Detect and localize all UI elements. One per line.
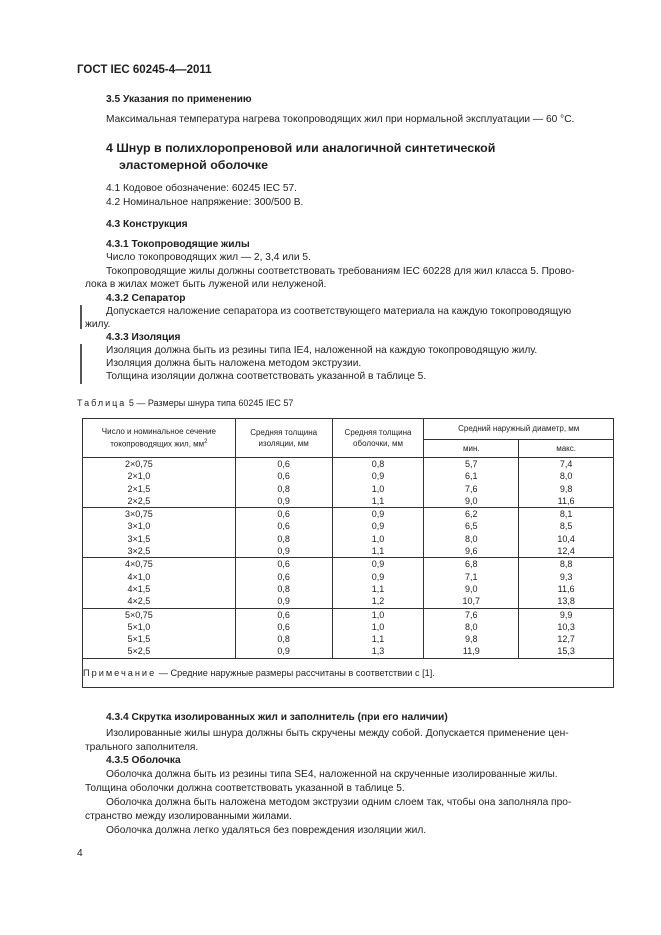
table-cell-ins — [235, 458, 332, 508]
table-value: 7,6 — [465, 483, 478, 494]
table-value: 5,7 — [465, 459, 478, 469]
table-value: 10,3 — [557, 621, 575, 632]
table-value: 1,2 — [371, 596, 385, 607]
table-value: 0,9 — [371, 509, 385, 520]
table-cell-max — [519, 608, 614, 658]
table-value: 7,4 — [559, 459, 573, 469]
table-value: 1,0 — [371, 621, 385, 632]
table-value: 0,6 — [277, 621, 290, 632]
table-row-group — [83, 508, 614, 558]
table-row-group — [83, 608, 614, 658]
table-value: 9,3 — [559, 571, 573, 582]
table-row-group — [83, 458, 614, 508]
document-header: ГОСТ IEC 60245-4—2011 — [77, 64, 212, 76]
table-value: 3×1,0 — [127, 521, 151, 532]
section-4-2: 4.2 Номинальное напряжение: 300/500 В. — [106, 197, 304, 208]
table-cell-min — [424, 458, 519, 508]
table-cell-section — [83, 608, 236, 658]
section-4-3-4-line2: трального заполнителя. — [85, 742, 199, 753]
section-4-3-3-heading: 4.3.3 Изоляция — [106, 332, 181, 343]
table-cell-section — [83, 558, 236, 608]
table-note: Примечание — Средние наружные размеры рассчитаны в соответствии с [1]. — [83, 658, 614, 687]
table-cell-ins — [235, 508, 332, 558]
table-value: 6,1 — [465, 471, 478, 482]
table-value: 5×2,5 — [127, 646, 151, 657]
table-value: 0,6 — [277, 521, 290, 532]
table-cell-min — [424, 558, 519, 608]
table-row-group — [83, 558, 614, 608]
table-cell-section — [83, 458, 236, 508]
table-value: 1,0 — [371, 609, 385, 620]
table-value: 1,1 — [371, 583, 385, 594]
section-4-3-1-p2-line1: Токопроводящие жилы должны соответствовать требованиям IEC 60228 для жил класса 5. Прово- — [106, 266, 575, 277]
section-4-3-4-line1: Изолированные жилы шнура должны быть скручены между собой. Допускается применение цен- — [106, 728, 569, 739]
table-value: 0,8 — [371, 459, 385, 469]
section-4-3-3-p2: Изоляция должна быть наложена методом экструзии. — [106, 358, 362, 369]
section-4-3-4-heading: 4.3.4 Скрутка изолированных жил и заполнитель (при его наличии) — [106, 712, 448, 723]
section-3-5-heading: 3.5 Указания по применению — [106, 94, 252, 105]
table-value: 9,0 — [465, 495, 478, 506]
section-4-3-1-p1: Число токопроводящих жил — 2, 3,4 или 5. — [106, 252, 311, 263]
table-cell-max — [519, 558, 614, 608]
table-value: 2×2,5 — [127, 495, 151, 506]
table-value: 6,8 — [465, 559, 478, 570]
table-value: 11,6 — [557, 495, 575, 506]
section-4-heading-line1: 4 Шнур в полихлоропреновой или аналогичной синтетической — [106, 141, 496, 155]
table-value: 12,7 — [557, 634, 575, 645]
table-value: 8,0 — [465, 533, 478, 544]
table-cell-sheath — [332, 508, 424, 558]
table-5-caption — [77, 398, 293, 408]
table-value: 4×1,0 — [127, 571, 151, 582]
section-4-3-1-heading: 4.3.1 Токопроводящие жилы — [106, 239, 250, 250]
table-value: 9,9 — [559, 609, 573, 620]
table-value: 4×2,5 — [127, 596, 151, 607]
table-cell-ins — [235, 558, 332, 608]
table-value: 9,0 — [465, 583, 478, 594]
table-value: 0,9 — [371, 471, 385, 482]
table-value: 1,0 — [371, 483, 385, 494]
table-value: 1,1 — [371, 495, 385, 506]
table-cell-max — [519, 458, 614, 508]
table-value: 5×1,0 — [127, 621, 151, 632]
section-3-5-text: Максимальная температура нагрева токопроводящих жил при нормальной эксплуатации — 60 °С. — [106, 114, 575, 125]
section-4-3-2-heading: 4.3.2 Сепаратор — [106, 293, 186, 304]
table-value: 5×0,75 — [124, 609, 153, 620]
table-5 — [82, 418, 614, 688]
table-cell-min — [424, 608, 519, 658]
table-cell-section — [83, 508, 236, 558]
col-header-section: Число и номинальное сечение токопроводящих жил, $мм^2$ — [83, 419, 236, 458]
change-bar — [80, 305, 82, 329]
table-value: 11,9 — [462, 646, 480, 657]
section-4-3-5-p2-line2: странство между изолированными жилами. — [85, 811, 292, 822]
change-bar — [80, 344, 82, 384]
table-value: 9,8 — [465, 634, 478, 645]
table-value: 2×1,5 — [127, 483, 151, 494]
section-4-3-heading: 4.3 Конструкция — [106, 219, 188, 230]
table-value: 8,0 — [559, 471, 573, 482]
section-4-1: 4.1 Кодовое обозначение: 60245 IEC 57. — [106, 183, 297, 194]
table-value: 15,3 — [557, 646, 575, 657]
col-header-min: мин. — [424, 439, 519, 457]
table-value: 0,6 — [277, 609, 290, 620]
section-4-3-2-line1: Допускается наложение сепаратора из соответствующего материала на каждую токопроводящую — [106, 306, 572, 317]
table-value: 0,8 — [277, 483, 290, 494]
table-value: 6,2 — [465, 509, 478, 520]
table-value: 0,9 — [277, 596, 290, 607]
table-value: 7,6 — [465, 609, 478, 620]
table-value: 11,6 — [557, 583, 575, 594]
table-value: 0,8 — [277, 634, 290, 645]
section-4-heading-line2: эластомерной оболочке — [119, 158, 268, 172]
table-value: 0,9 — [371, 571, 385, 582]
table-value: 1,0 — [371, 533, 385, 544]
table-cell-sheath — [332, 608, 424, 658]
table-value: 4×0,75 — [124, 559, 153, 570]
table-value: 0,9 — [371, 559, 385, 570]
table-cell-max — [519, 508, 614, 558]
table-cell-ins — [235, 608, 332, 658]
page-number: 4 — [77, 848, 83, 859]
table-value: 5×1,5 — [127, 634, 151, 645]
section-4-3-5-p2-line1: Оболочка должна быть наложена методом экструзии одним слоем так, чтобы она заполняла про- — [106, 797, 572, 808]
section-4-3-1-p2-line2: лока в жилах может быть луженой или нелуженой. — [85, 279, 327, 290]
table-value: 1,3 — [371, 646, 385, 657]
table-value: 8,8 — [559, 559, 573, 570]
section-4-3-2-line2: жилу. — [85, 319, 111, 330]
col-header-sheath: Средняя толщина оболочки, мм — [332, 419, 424, 458]
table-value: 8,1 — [559, 509, 573, 520]
table-caption-text: 5 — Размеры шнура типа 60245 IEC 57 — [128, 398, 294, 408]
section-4-3-5-p1-line2: Толщина оболочки должна соответствовать указанной в таблице 5. — [85, 783, 405, 794]
section-4-3-3-p1: Изоляция должна быть из резины типа IE4, наложенной на каждую токопроводящую жилу. — [106, 345, 538, 356]
table-value: 0,6 — [277, 559, 290, 570]
table-cell-sheath — [332, 558, 424, 608]
table-value: 0,6 — [277, 509, 290, 520]
table-value: 2×0,75 — [124, 459, 153, 469]
table-value: 12,4 — [557, 546, 575, 557]
table-value: 0,9 — [277, 546, 290, 557]
table-value: 0,9 — [277, 495, 290, 506]
table-value: 0,6 — [277, 459, 290, 469]
table-value: 10,7 — [462, 596, 481, 607]
table-value: 9,6 — [465, 546, 478, 557]
table-cell-sheath — [332, 458, 424, 508]
table-value: 3×1,5 — [127, 533, 151, 544]
section-4-3-5-p1-line1: Оболочка должна быть из резины типа SE4, наложенной на скрученные изолированные жилы. — [106, 769, 558, 780]
table-caption-label: Таблица — [77, 398, 127, 408]
table-value: 8,0 — [465, 621, 478, 632]
table-value: 13,8 — [557, 596, 575, 607]
table-value: 7,1 — [465, 571, 478, 582]
section-4-3-5-p3: Оболочка должна легко удаляться без повреждения изоляции жил. — [106, 825, 427, 836]
table-value: 0,6 — [277, 571, 290, 582]
table-value: 3×0,75 — [124, 509, 153, 520]
col-header-max: макс. — [519, 439, 614, 457]
table-value: 1,1 — [371, 546, 385, 557]
table-value: 1,1 — [371, 634, 385, 645]
table-value: 10,4 — [557, 533, 575, 544]
col-header-insulation: Средняя толщина изоляции, мм — [235, 419, 332, 458]
table-cell-min — [424, 508, 519, 558]
table-value: 8,5 — [559, 521, 573, 532]
col-header-outer-diameter: Средний наружный диаметр, мм — [424, 419, 614, 440]
table-value: 0,8 — [277, 583, 290, 594]
table-value: 0,9 — [277, 646, 290, 657]
table-value: 9,8 — [559, 483, 573, 494]
table-value: 2×1,0 — [127, 471, 151, 482]
table-value: 0,8 — [277, 533, 290, 544]
section-4-3-5-heading: 4.3.5 Оболочка — [106, 755, 181, 766]
section-4-3-3-p3: Толщина изоляции должна соответствовать указанной в таблице 5. — [106, 371, 427, 382]
table-value: 0,6 — [277, 471, 290, 482]
table-value: 6,5 — [465, 521, 478, 532]
table-value: 3×2,5 — [127, 546, 151, 557]
table-value: 4×1,5 — [127, 583, 151, 594]
table-value: 0,9 — [371, 521, 385, 532]
